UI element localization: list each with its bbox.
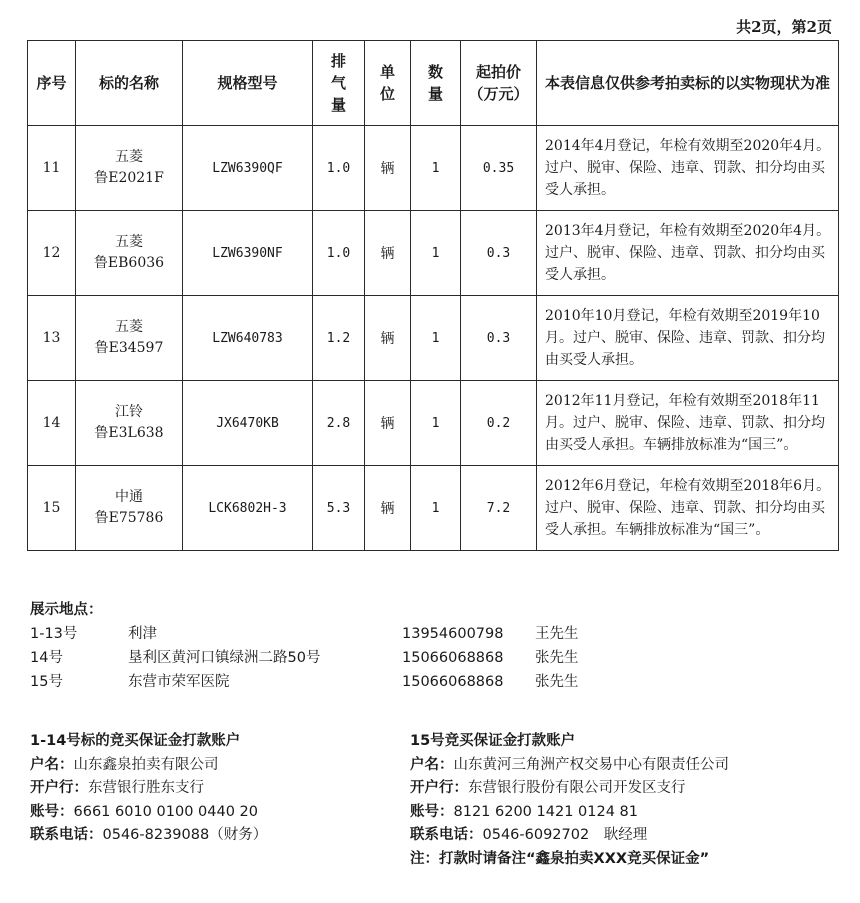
page-indicator: 共2页，第2页 [736, 18, 832, 36]
header-displacement: 排气量 [313, 41, 365, 126]
cell-brand: 五菱 [115, 149, 143, 165]
account-phone-line [410, 824, 850, 848]
header-quantity: 数量 [411, 41, 461, 126]
cell-notes: 2012年11月登记，年检有效期至2018年11月。过户、脱审、保险、违章、罚款、扣分均由买受人承担。车辆排放标准为“国三”。 [537, 381, 839, 466]
locations-heading: 展示地点： [30, 602, 103, 618]
account-number: 6661 6010 0100 0440 20 [73, 803, 258, 820]
cell-displacement: 2.8 [313, 381, 365, 466]
cell-model: LZW640783 [183, 296, 313, 381]
cell-name [76, 381, 183, 466]
header-model: 规格型号 [183, 41, 313, 126]
table-row [28, 126, 839, 211]
cell-plate: 鲁E75786 [94, 510, 164, 526]
cell-brand: 五菱 [115, 234, 143, 250]
cell-brand: 江铃 [115, 404, 143, 420]
account-number-line [30, 801, 390, 825]
account-bank-line [30, 777, 390, 801]
cell-quantity: 1 [411, 296, 461, 381]
cell-price: 7.2 [461, 466, 537, 551]
cell-notes: 2010年10月登记，年检有效期至2019年10月。过户、脱审、保险、违章、罚款、扣分均由买受人承担。 [537, 296, 839, 381]
header-seq: 序号 [28, 41, 76, 126]
account-phone-label: 联系电话： [30, 827, 103, 843]
cell-name [76, 466, 183, 551]
cell-model: JX6470KB [183, 381, 313, 466]
cell-seq: 15 [28, 466, 76, 551]
account-number-label: 账号： [30, 803, 74, 820]
account-title: 1-14号标的竞买保证金打款账户 [30, 733, 241, 749]
cell-seq: 13 [28, 296, 76, 381]
account-title: 15号竞买保证金打款账户 [410, 733, 576, 749]
cell-name [76, 296, 183, 381]
display-locations [30, 598, 830, 694]
table-row [28, 381, 839, 466]
cell-brand: 中通 [115, 489, 143, 505]
account-phone-line [30, 824, 390, 848]
account-phone: 0546-6092702 耿经理 [482, 827, 648, 843]
cell-quantity: 1 [411, 381, 461, 466]
account-name-line [410, 754, 850, 778]
account-name-label: 户名： [410, 756, 454, 773]
auction-items-table [27, 40, 839, 551]
cell-unit: 辆 [365, 126, 411, 211]
account-name-label: 户名： [30, 756, 74, 773]
header-notes: 本表信息仅供参考拍卖标的以实物现状为准 [537, 41, 839, 126]
account-name-line [30, 754, 390, 778]
header-start-price: 起拍价（万元） [461, 41, 537, 126]
account-bank: 东营银行胜东支行 [88, 780, 204, 796]
cell-brand: 五菱 [115, 319, 143, 335]
account-bank: 东营银行股份有限公司开发区支行 [468, 780, 686, 796]
cell-model: LCK6802H-3 [183, 466, 313, 551]
cell-unit: 辆 [365, 211, 411, 296]
cell-seq: 14 [28, 381, 76, 466]
cell-notes: 2014年4月登记，年检有效期至2020年4月。过户、脱审、保险、违章、罚款、扣分均由买受人承担。 [537, 126, 839, 211]
cell-plate: 鲁E3L638 [94, 425, 164, 441]
location-row [30, 646, 830, 670]
cell-price: 0.2 [461, 381, 537, 466]
account-name: 山东鑫泉拍卖有限公司 [73, 756, 219, 773]
cell-displacement: 1.0 [313, 126, 365, 211]
cell-price: 0.35 [461, 126, 537, 211]
cell-plate: 鲁EB6036 [93, 255, 165, 271]
location-row [30, 622, 830, 646]
cell-name [76, 211, 183, 296]
location-phone: 13954600798 [402, 626, 504, 642]
cell-unit: 辆 [365, 466, 411, 551]
location-items: 1-13号 [30, 626, 78, 642]
cell-quantity: 1 [411, 466, 461, 551]
cell-model: LZW6390NF [183, 211, 313, 296]
account-phone-label: 联系电话： [410, 827, 483, 843]
account-bank-label: 开户行： [410, 780, 468, 796]
deposit-account-right [410, 730, 850, 871]
cell-unit: 辆 [365, 381, 411, 466]
cell-displacement: 5.3 [313, 466, 365, 551]
account-number: 8121 6200 1421 0124 81 [453, 803, 638, 820]
location-row [30, 670, 830, 694]
cell-seq: 12 [28, 211, 76, 296]
location-items: 15号 [30, 674, 63, 690]
account-number-label: 账号： [410, 803, 454, 820]
cell-notes: 2013年4月登记，年检有效期至2020年4月。过户、脱审、保险、违章、罚款、扣分均由买受人承担。 [537, 211, 839, 296]
payment-note: 注：打款时请备注“鑫泉拍卖XXX竞买保证金” [410, 850, 710, 867]
table-row [28, 296, 839, 381]
table-row [28, 211, 839, 296]
header-name: 标的名称 [76, 41, 183, 126]
cell-seq: 11 [28, 126, 76, 211]
cell-plate: 鲁E2021F [94, 170, 164, 186]
account-number-line [410, 801, 850, 825]
cell-plate: 鲁E34597 [94, 340, 164, 356]
cell-unit: 辆 [365, 296, 411, 381]
location-phone: 15066068868 [402, 674, 504, 690]
cell-price: 0.3 [461, 211, 537, 296]
cell-displacement: 1.0 [313, 211, 365, 296]
cell-displacement: 1.2 [313, 296, 365, 381]
account-bank-label: 开户行： [30, 780, 88, 796]
deposit-account-left [30, 730, 390, 848]
location-place: 垦利区黄河口镇绿洲二路50号 [128, 650, 321, 666]
location-place: 利津 [128, 626, 157, 642]
cell-quantity: 1 [411, 211, 461, 296]
location-contact: 张先生 [535, 650, 579, 666]
location-place: 东营市荣军医院 [128, 674, 230, 690]
cell-name [76, 126, 183, 211]
cell-model: LZW6390QF [183, 126, 313, 211]
cell-price: 0.3 [461, 296, 537, 381]
location-contact: 王先生 [535, 626, 579, 642]
table-header-row [28, 41, 839, 126]
location-contact: 张先生 [535, 674, 579, 690]
account-phone: 0546-8239088（财务） [102, 827, 268, 843]
table-row [28, 466, 839, 551]
cell-notes: 2012年6月登记，年检有效期至2018年6月。过户、脱审、保险、违章、罚款、扣分均由买受人承担。车辆排放标准为“国三”。 [537, 466, 839, 551]
cell-quantity: 1 [411, 126, 461, 211]
location-items: 14号 [30, 650, 63, 666]
account-name: 山东黄河三角洲产权交易中心有限责任公司 [453, 756, 729, 773]
header-unit: 单位 [365, 41, 411, 126]
location-phone: 15066068868 [402, 650, 504, 666]
account-bank-line [410, 777, 850, 801]
